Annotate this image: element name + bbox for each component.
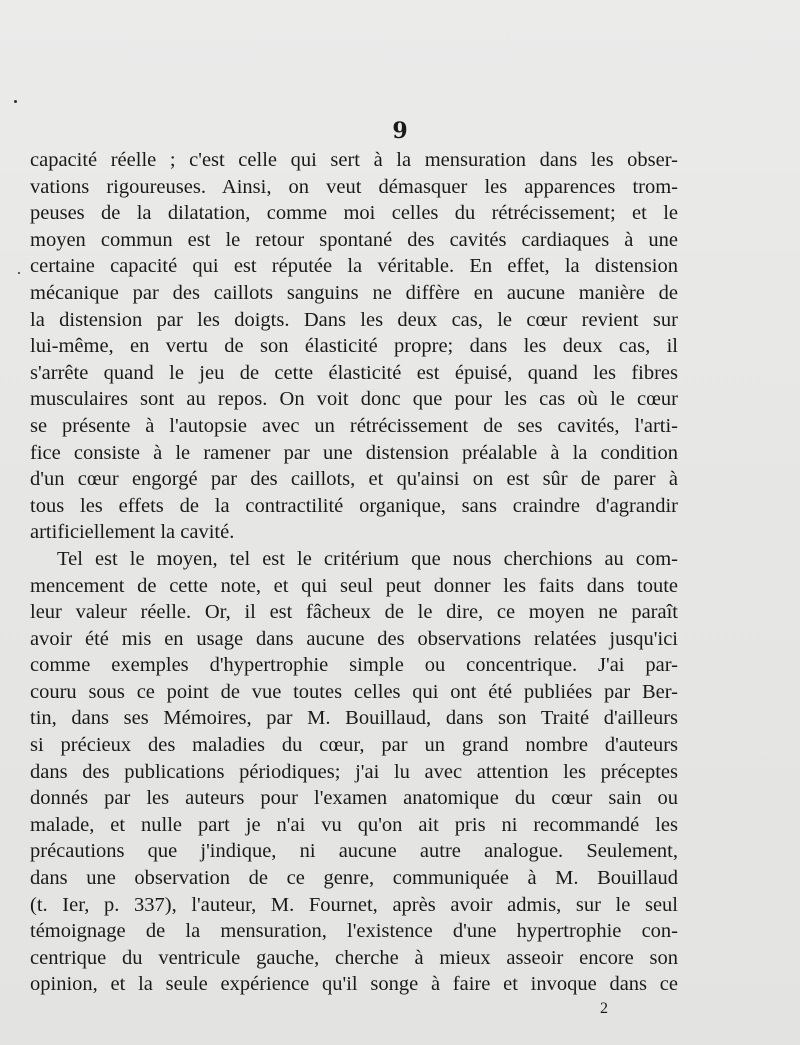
text-line: (t. Ier, p. 337), l'auteur, M. Fournet, après avoir admis, sur le seul: [30, 893, 678, 916]
text-line: s'arrête quand le jeu de cette élasticité est épuisé, quand les fibres: [30, 361, 678, 384]
text-line: la distension par les doigts. Dans les deux cas, le cœur revient sur: [30, 308, 678, 331]
text-line: si précieux des maladies du cœur, par un grand nombre d'auteurs: [30, 734, 678, 757]
text-line: Tel est le moyen, tel est le critérium que nous cherchions au com-: [57, 547, 678, 570]
text-line: malade, et nulle part je n'ai vu qu'on ait pris ni recommandé les: [30, 813, 678, 836]
text-line: peuses de la dilatation, comme moi celles du rétrécissement; et le: [30, 202, 678, 225]
text-line: musculaires sont au repos. On voit donc que pour les cas où le cœur: [30, 388, 678, 411]
text-line: mécanique par des caillots sanguins ne diffère en aucune manière de: [30, 281, 678, 304]
text-line: mencement de cette note, et qui seul peut donner les faits dans toute: [30, 574, 678, 597]
page-number: 9: [392, 118, 408, 144]
text-line: précautions que j'indique, ni aucune autre analogue. Seulement,: [30, 840, 678, 863]
text-line: tin, dans ses Mémoires, par M. Bouillaud, dans son Traité d'ailleurs: [30, 707, 678, 730]
text-line: dans une observation de ce genre, communiquée à M. Bouillaud: [30, 867, 678, 890]
body-text: [30, 147, 678, 998]
text-line: témoignage de la mensuration, l'existence d'une hypertrophie con-: [30, 920, 678, 943]
text-line: dans des publications périodiques; j'ai lu avec attention les préceptes: [30, 760, 678, 783]
text-line: capacité réelle ; c'est celle qui sert à la mensuration dans les obser-: [30, 149, 678, 171]
text-line: se présente à l'autopsie avec un rétrécissement de ses cavités, l'arti-: [30, 414, 678, 437]
print-speck: [18, 272, 20, 274]
text-line: comme exemples d'hypertrophie simple ou concentrique. J'ai par-: [30, 654, 678, 677]
print-speck: [14, 100, 17, 103]
text-line: artificiellement la cavité.: [30, 521, 235, 544]
text-line: moyen commun est le retour spontané des cavités cardiaques à une: [30, 228, 678, 251]
text-line: certaine capacité qui est réputée la véritable. En effet, la distension: [30, 255, 678, 278]
text-line: couru sous ce point de vue toutes celles qui ont été publiées par Ber-: [30, 680, 678, 703]
text-line: donnés par les auteurs pour l'examen anatomique du cœur sain ou: [30, 787, 678, 810]
text-line: d'un cœur engorgé par des caillots, et qu'ainsi on est sûr de parer à: [30, 468, 678, 491]
signature-mark: 2: [600, 1000, 608, 1017]
text-line: vations rigoureuses. Ainsi, on veut démasquer les apparences trom-: [30, 175, 678, 198]
text-line: lui-même, en vertu de son élasticité propre; dans les deux cas, il: [30, 335, 678, 358]
text-line: avoir été mis en usage dans aucune des observations relatées jusqu'ici: [30, 627, 678, 650]
text-line: fice consiste à le ramener par une distension préalable à la condition: [30, 441, 678, 464]
text-line: opinion, et la seule expérience qu'il songe à faire et invoque dans ce: [30, 973, 678, 996]
text-line: leur valeur réelle. Or, il est fâcheux de le dire, ce moyen ne paraît: [30, 601, 678, 624]
text-line: tous les effets de la contractilité organique, sans craindre d'agrandir: [30, 494, 678, 517]
text-line: centrique du ventricule gauche, cherche à mieux asseoir encore son: [30, 946, 678, 969]
